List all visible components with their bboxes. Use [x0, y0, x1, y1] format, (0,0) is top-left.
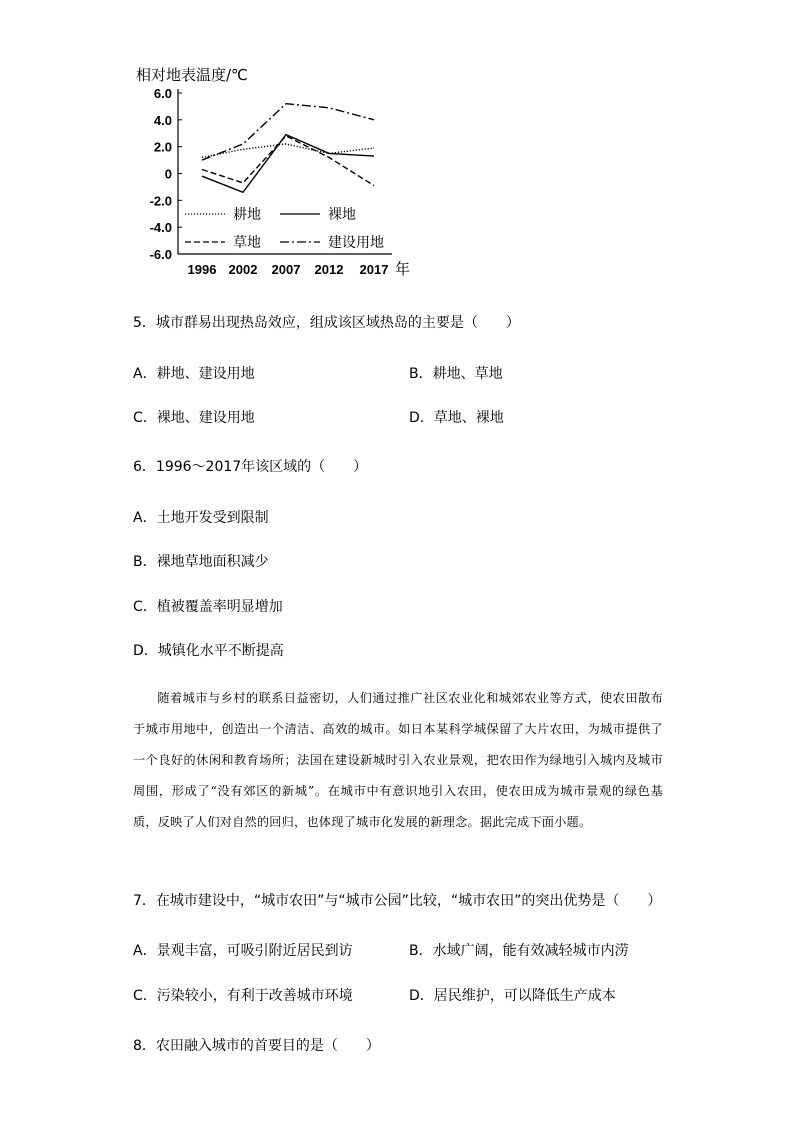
- question-6-option-a[interactable]: A．土地开发受到限制: [133, 510, 269, 526]
- question-7-stem: 7．在城市建设中，“城市农田”与“城市公园”比较，“城市农田”的突出优势是（ ）: [133, 893, 662, 909]
- y-tick-label: 2.0: [153, 139, 172, 155]
- question-5-option-c[interactable]: C．裸地、建设用地: [133, 410, 255, 426]
- legend-label: 草地: [233, 235, 261, 251]
- y-tick-label: -2.0: [149, 193, 172, 209]
- y-tick-label: 4.0: [153, 112, 172, 128]
- question-5-option-b[interactable]: B．耕地、草地: [409, 366, 503, 382]
- y-tick-label: 0: [164, 166, 172, 182]
- legend-label: 耕地: [233, 207, 261, 223]
- y-axis-label: 相对地表温度/℃: [136, 66, 248, 84]
- question-5-stem: 5．城市群易出现热岛效应，组成该区域热岛的主要是（ ）: [133, 315, 520, 331]
- question-7-option-b[interactable]: B．水域广阔，能有效减轻城市内涝: [409, 943, 629, 959]
- question-6-option-c[interactable]: C．植被覆盖率明显增加: [133, 599, 283, 615]
- question-6-stem: 6．1996～2017年该区域的（ ）: [133, 459, 368, 475]
- y-tick-label: -6.0: [149, 247, 172, 262]
- x-tick-label: 2012: [314, 262, 344, 277]
- question-6-option-b[interactable]: B．裸地草地面积减少: [133, 554, 269, 570]
- land-temperature-chart: [130, 58, 430, 283]
- question-7-option-d[interactable]: D．居民维护，可以降低生产成本: [409, 988, 616, 1004]
- question-5-option-a[interactable]: A．耕地、建设用地: [133, 366, 255, 382]
- series-line: [202, 136, 374, 186]
- series-line: [202, 104, 374, 160]
- legend-label: 建设用地: [328, 235, 384, 251]
- series-line: [202, 144, 374, 157]
- question-5-option-d[interactable]: D．草地、裸地: [409, 410, 504, 426]
- x-tick-label: 2002: [228, 262, 258, 277]
- question-7-option-c[interactable]: C．污染较小，有利于改善城市环境: [133, 988, 353, 1004]
- y-tick-label: -4.0: [149, 220, 172, 236]
- series-line: [202, 135, 374, 193]
- x-axis-label: 年: [395, 260, 411, 278]
- question-7-option-a[interactable]: A．景观丰富，可吸引附近居民到访: [133, 943, 353, 959]
- x-tick-label: 2007: [271, 262, 301, 277]
- reading-passage: 随着城市与乡村的联系日益密切，人们通过推广社区农业化和城郊农业等方式，使农田散布于城市用地中，创造出一个清洁、高效的城市。如日本某科学城保留了大片农田，为城市提供了一个良好的休闲和教育场所；法国在建设新城时引入农业景观，把农田作为绿地引入城内及城市周围，形成了“没有郊区的新城”。在城市中有意识地引入农田，使农田成为城市景观的绿色基质，反映了人们对自然的回归，也体现了城市化发展的新理念。据此完成下面小题。: [133, 691, 663, 829]
- legend-label: 裸地: [328, 207, 356, 223]
- y-tick-label: 6.0: [153, 86, 172, 101]
- question-6-option-d[interactable]: D．城镇化水平不断提高: [133, 643, 284, 659]
- x-tick-label: 1996: [187, 262, 217, 277]
- question-8-stem: 8．农田融入城市的首要目的是（ ）: [133, 1038, 380, 1054]
- x-tick-label: 2017: [359, 262, 389, 277]
